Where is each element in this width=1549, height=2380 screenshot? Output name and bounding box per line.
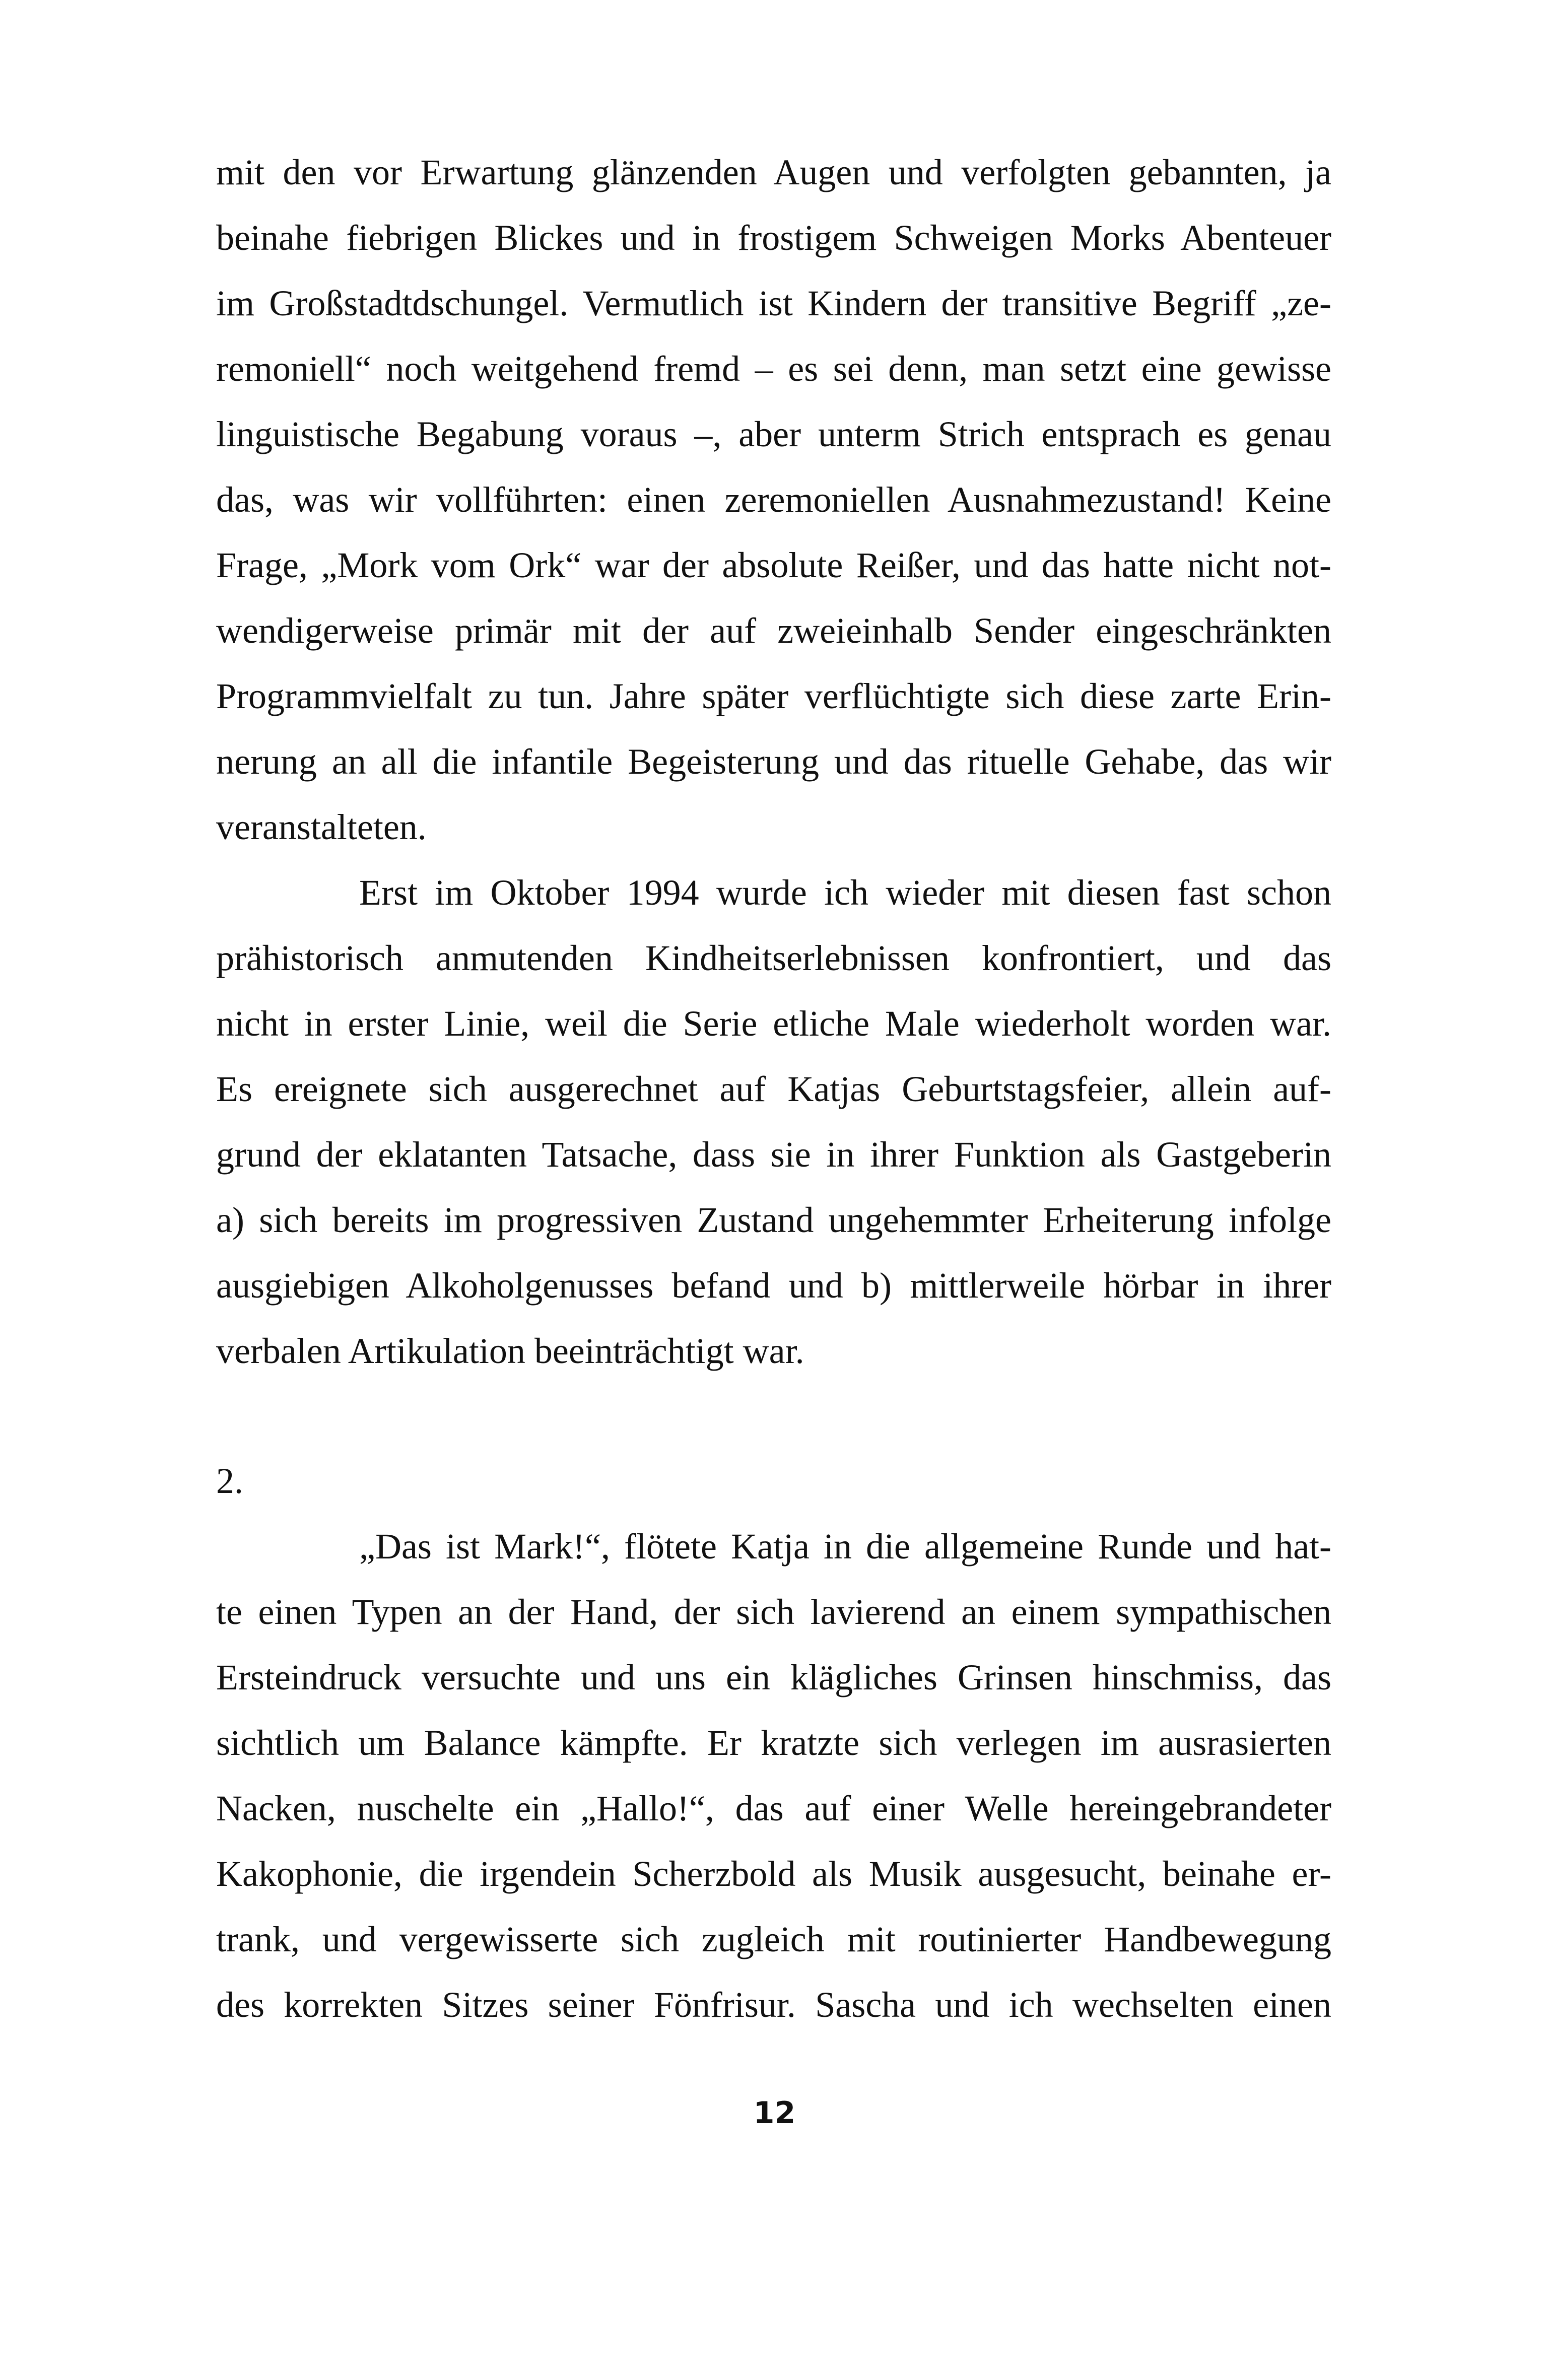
- text-line: a) sich bereits im progressiven Zustand ungehemmter Erheiterung infolge: [216, 1200, 1331, 1240]
- text-line: veranstalteten.: [216, 807, 427, 847]
- text-line: trank, und vergewisserte sich zugleich mit routinierter Handbewegung: [216, 1919, 1331, 1959]
- text-line: beinahe fiebrigen Blickes und in frostigem Schweigen Morks Abenteuer: [216, 218, 1331, 258]
- text-line: des korrekten Sitzes seiner Fönfrisur. Sascha und ich wechselten einen: [216, 1985, 1331, 2025]
- text-line: nicht in erster Linie, weil die Serie etliche Male wiederholt worden war.: [216, 1003, 1331, 1044]
- text-line: Erst im Oktober 1994 wurde ich wieder mit diesen fast schon: [359, 872, 1331, 913]
- text-line: nerung an all die infantile Begeisterung und das rituelle Gehabe, das wir: [216, 741, 1331, 782]
- text-line: ausgiebigen Alkoholgenusses befand und b) mittlerweile hörbar in ihrer: [216, 1265, 1331, 1306]
- text-line: Programmvielfalt zu tun. Jahre später verflüchtigte sich diese zarte Erin-: [216, 676, 1331, 716]
- text-line: te einen Typen an der Hand, der sich lavierend an einem sympathischen: [216, 1592, 1331, 1632]
- text-line: grund der eklatanten Tatsache, dass sie in ihrer Funktion als Gastgeberin: [216, 1134, 1331, 1175]
- text-line: linguistische Begabung voraus –, aber unterm Strich entsprach es genau: [216, 414, 1331, 454]
- text-line: Frage, „Mork vom Ork“ war der absolute Reißer, und das hatte nicht not-: [216, 545, 1331, 585]
- text-line: prähistorisch anmutenden Kindheitserlebnissen konfrontiert, und das: [216, 938, 1331, 978]
- text-line: „Das ist Mark!“, flötete Katja in die allgemeine Runde und hat-: [359, 1526, 1331, 1567]
- text-line: sichtlich um Balance kämpfte. Er kratzte sich verlegen im ausrasierten: [216, 1723, 1331, 1763]
- text-line: verbalen Artikulation beeinträchtigt war.: [216, 1331, 804, 1371]
- page-number: 12: [753, 2095, 796, 2131]
- text-line: Kakophonie, die irgendein Scherzbold als Musik ausgesucht, beinahe er-: [216, 1854, 1331, 1894]
- text-line: das, was wir vollführten: einen zeremoniellen Ausnahmezustand! Keine: [216, 480, 1331, 520]
- text-line: im Großstadtdschungel. Vermutlich ist Kindern der transitive Begriff „ze-: [216, 283, 1331, 323]
- text-line: Es ereignete sich ausgerechnet auf Katjas Geburtstagsfeier, allein auf-: [216, 1069, 1331, 1109]
- text-line: mit den vor Erwartung glänzenden Augen und verfolgten gebannten, ja: [216, 152, 1331, 192]
- text-line: remoniell“ noch weitgehend fremd – es sei denn, man setzt eine gewisse: [216, 349, 1331, 389]
- text-line: Nacken, nuschelte ein „Hallo!“, das auf einer Welle hereingebrandeter: [216, 1788, 1331, 1828]
- text-line: Ersteindruck versuchte und uns ein klägliches Grinsen hinschmiss, das: [216, 1657, 1331, 1697]
- section-number: 2.: [216, 1461, 243, 1501]
- text-line: wendigerweise primär mit der auf zweieinhalb Sender eingeschränkten: [216, 610, 1331, 651]
